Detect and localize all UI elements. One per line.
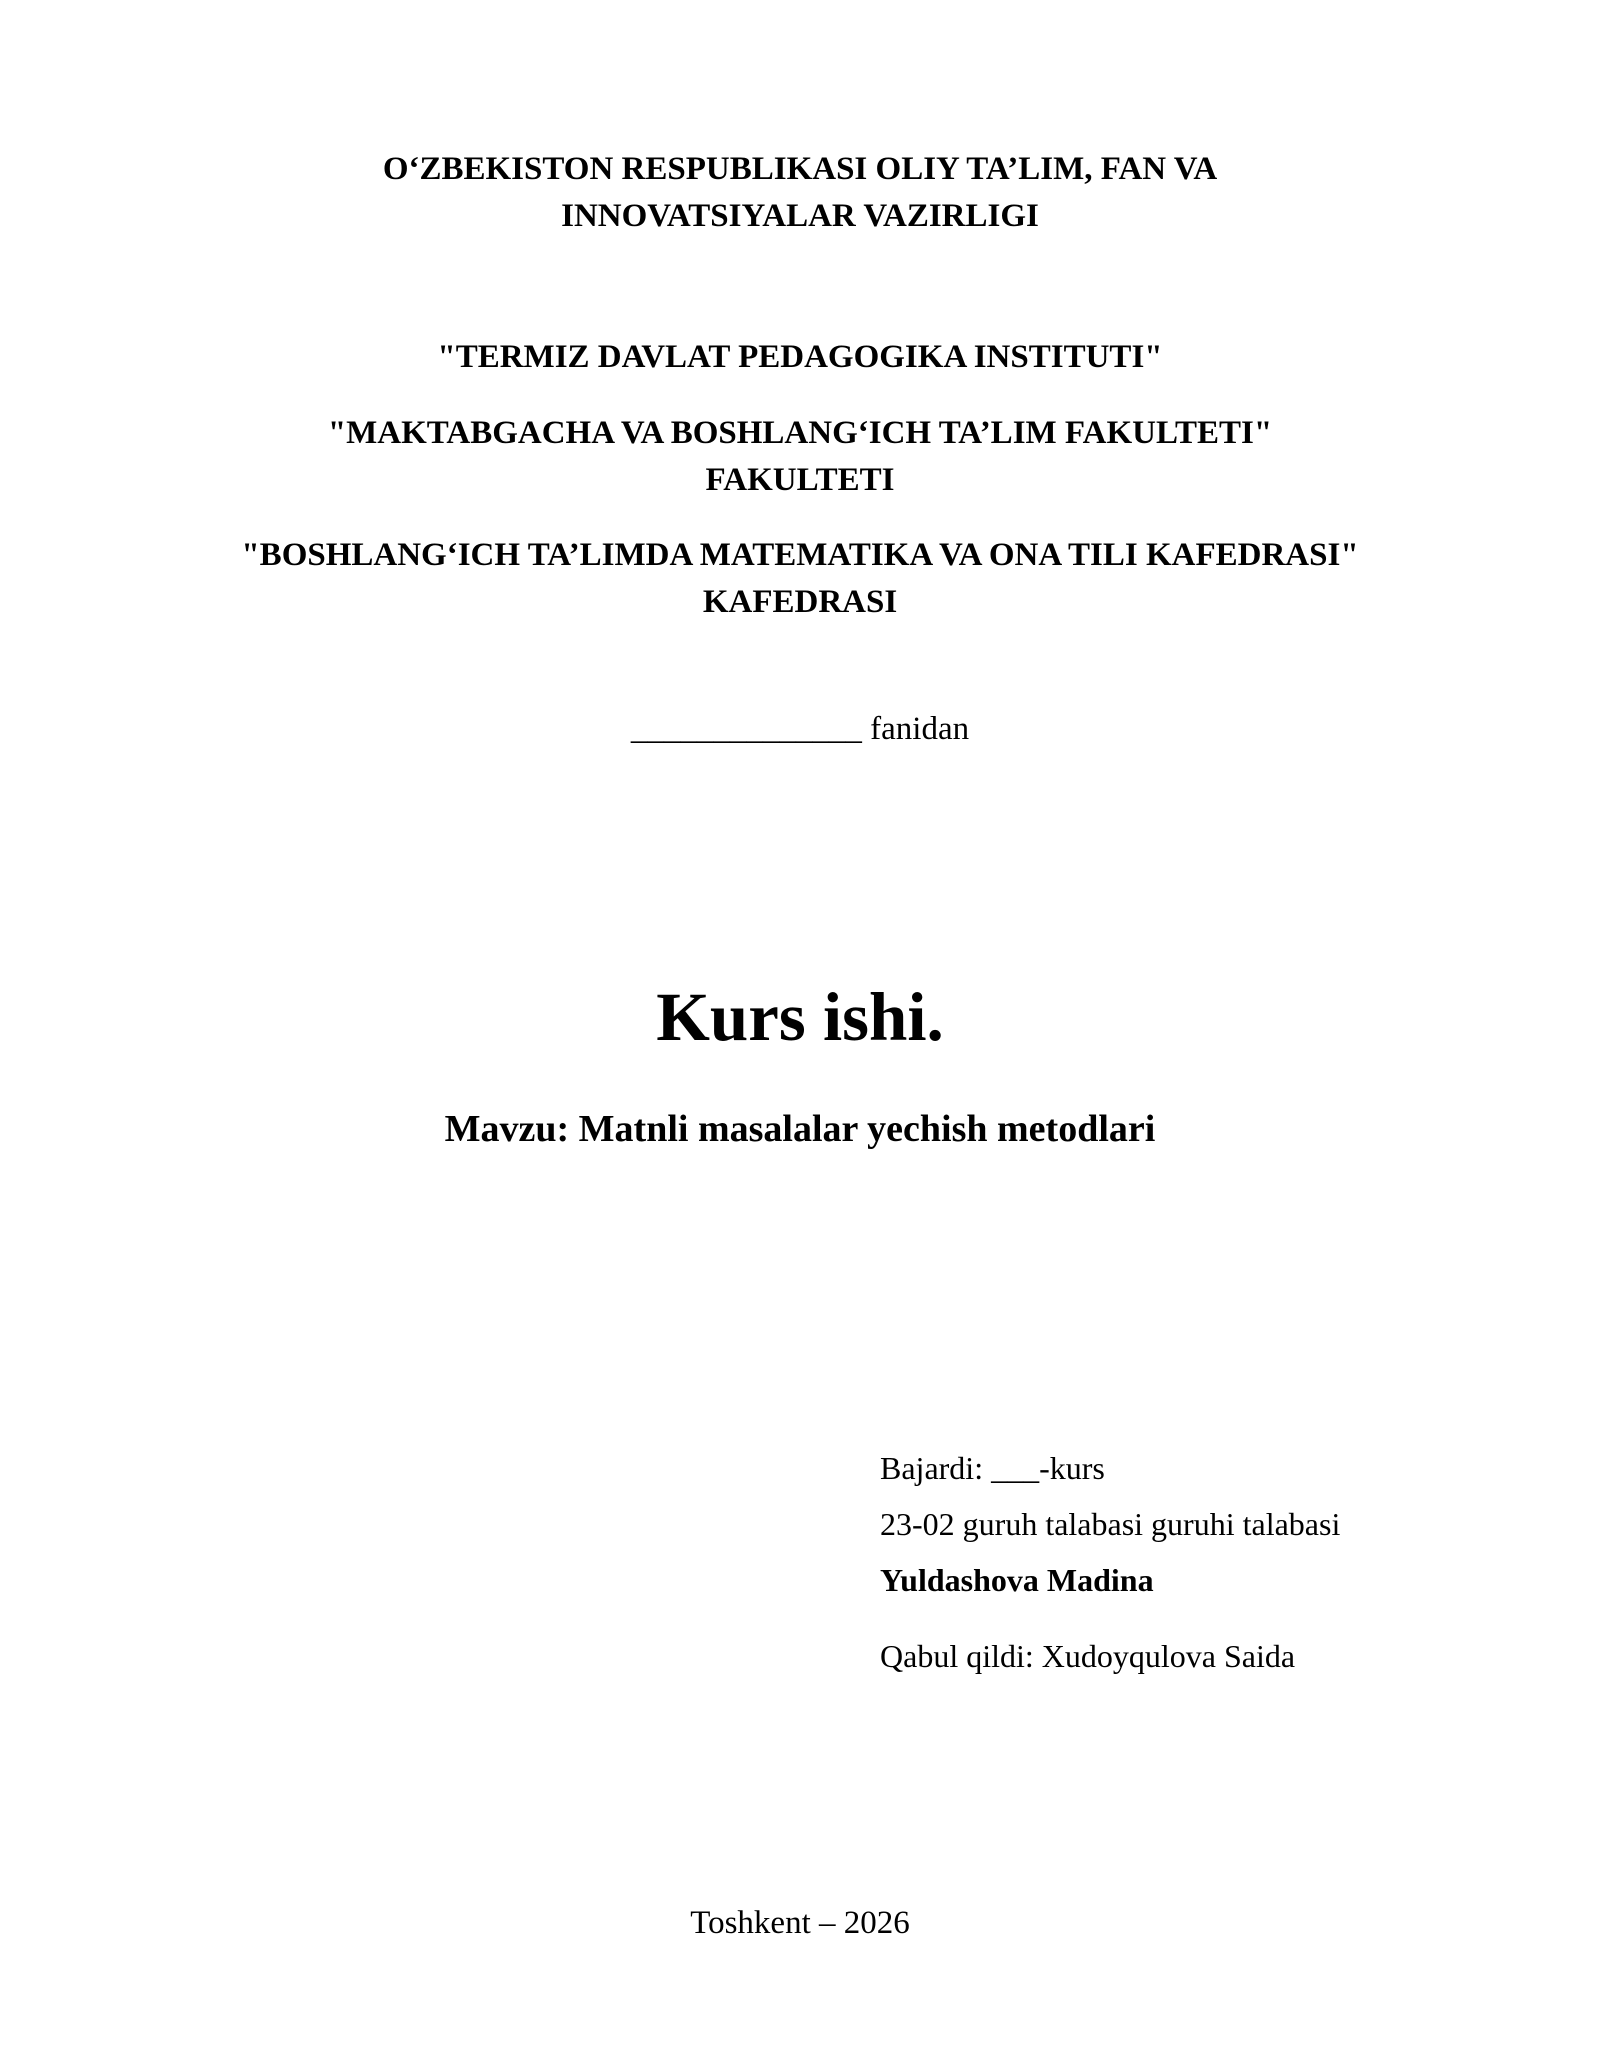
subject-blank: ______________: [630, 711, 862, 747]
accepted-by: Qabul qildi: Xudoyqulova Saida: [880, 1638, 1296, 1674]
ministry-heading: [0, 146, 1600, 240]
subject-line: [0, 706, 1600, 752]
student-name: Yuldashova Madina: [880, 1562, 1154, 1598]
ministry-line-1: O‘ZBEKISTON RESPUBLIKASI OLIY TA’LIM, FAN VA: [382, 151, 1218, 187]
institute-heading: [0, 334, 1600, 381]
author-info: [880, 1440, 1560, 1684]
ministry-line-2: INNOVATSIYALAR VAZIRLIGI: [561, 198, 1039, 234]
performed-by: Bajardi: ___-kurs: [880, 1450, 1105, 1486]
document-title: Kurs ishi.: [656, 979, 944, 1055]
student-group: 23-02 guruh talabasi guruhi talabasi: [880, 1506, 1341, 1542]
department-line-2: KAFEDRASI: [702, 584, 898, 620]
subject-suffix: fanidan: [870, 711, 970, 747]
faculty-line-1: "MAKTABGACHA VA BOSHLANG‘ICH TA’LIM FAKULTETI": [327, 415, 1273, 451]
department-line-1: "BOSHLANG‘ICH TA’LIMDA MATEMATIKA VA ONA TILI KAFEDRASI": [241, 537, 1359, 573]
topic-line: Mavzu: Matnli masalalar yechish metodlari: [444, 1108, 1156, 1150]
faculty-heading: [0, 410, 1600, 504]
institute-name: "TERMIZ DAVLAT PEDAGOGIKA INSTITUTI": [437, 339, 1163, 375]
department-heading: [0, 532, 1600, 626]
city-year: Toshkent – 2026: [690, 1905, 910, 1941]
faculty-line-2: FAKULTETI: [705, 462, 895, 498]
